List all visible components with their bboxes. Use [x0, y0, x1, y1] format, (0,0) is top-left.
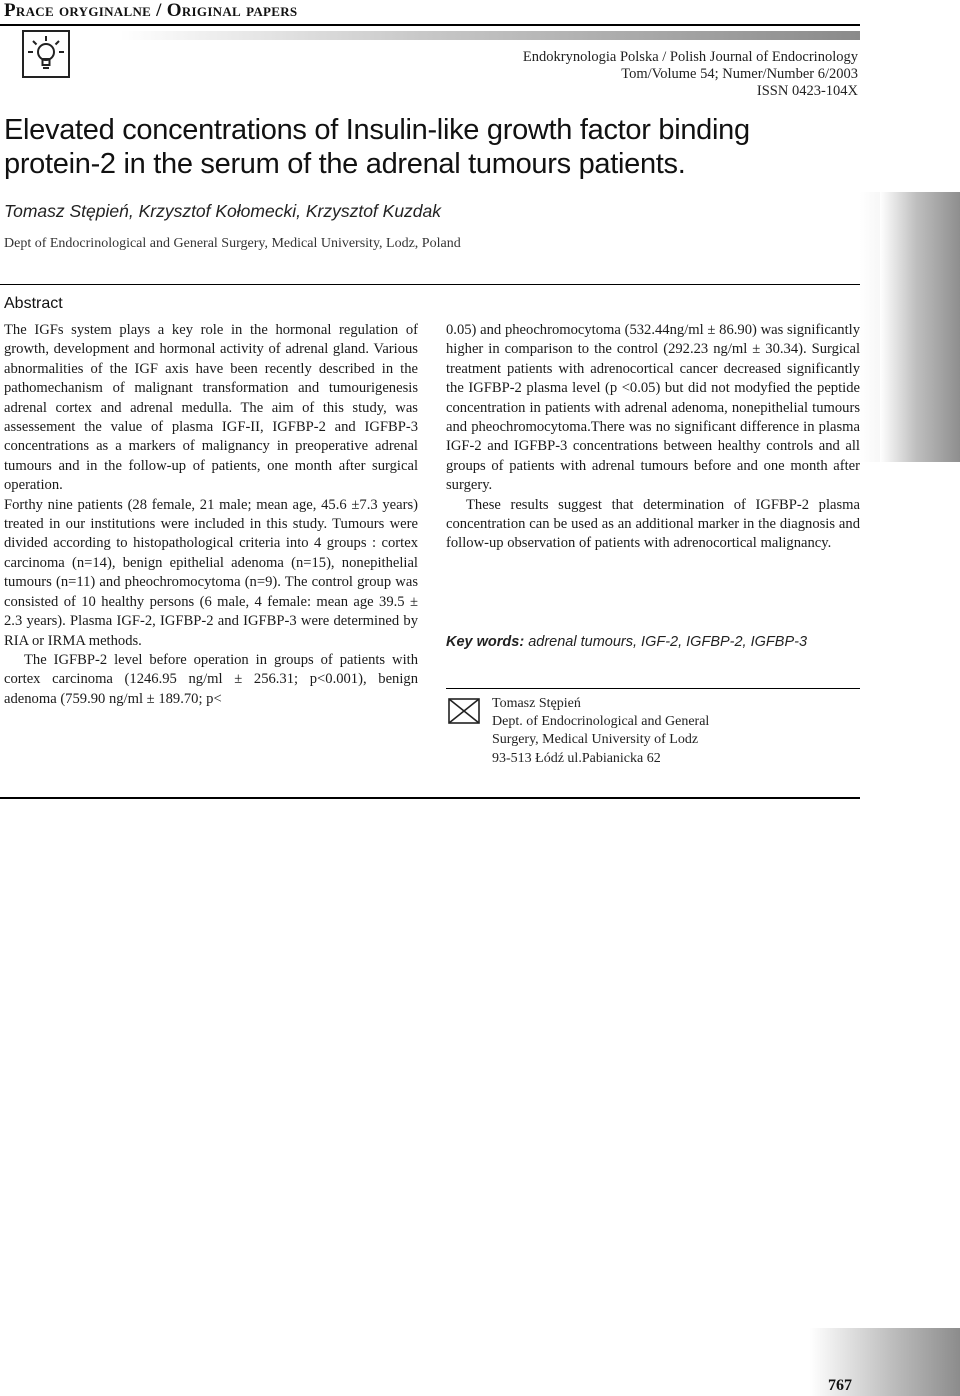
header-rule: [0, 24, 860, 26]
journal-volume-issue: Tom/Volume 54; Numer/Number 6/2003: [621, 66, 858, 82]
keywords-label: Key words:: [446, 634, 525, 650]
correspondence-name: Tomasz Stępień: [492, 696, 581, 711]
journal-issn: ISSN 0423-104X: [756, 83, 858, 99]
page-number: 767: [828, 1377, 852, 1394]
journal-info: [523, 49, 858, 100]
abstract-paragraph: These results suggest that determination of IGFBP-2 plasma concentration can be used as an additional marker in the diagnosis and follow-up observation of patients with adrenocortical malignancy.: [446, 496, 860, 552]
correspondence-rule: [446, 688, 860, 689]
article-title: [4, 113, 844, 181]
section-label: Prace oryginalne / Original papers: [4, 0, 298, 21]
keywords: [446, 634, 807, 650]
abstract-top-rule: [0, 284, 860, 285]
keywords-list: adrenal tumours, IGF-2, IGFBP-2, IGFBP-3: [528, 634, 808, 650]
correspondence-line: Dept. of Endocrinological and General: [492, 714, 710, 730]
correspondence-line: 93-513 Łódź ul.Pabianicka 62: [492, 750, 661, 766]
abstract-left-column: [4, 321, 418, 709]
side-gradient-band: [880, 192, 960, 462]
correspondence-line: Surgery, Medical University of Lodz: [492, 732, 699, 748]
article-affiliation: Dept of Endocrinological and General Surgery, Medical University, Lodz, Poland: [4, 236, 461, 251]
envelope-icon: [448, 698, 480, 729]
abstract-bottom-rule: [0, 797, 860, 799]
abstract-paragraph: Forthy nine patients (28 female, 21 male; mean age, 45.6 ±7.3 years) treated in our institutions were included in this study. Tumours were divided according to histopathological criteria into 4 groups : cortex carcinoma (n=14), benign epithelial adenoma (n=15), nonepithelial tumours (n=11) and pheochromocytoma (n=9). The control group was consisted of 10 healthy persons (6 male, 4 female: mean age 39.5 ± 2.3 years). Plasma IGF-2, IGFBP-2 and IGFBP-3 were determined by RIA or IRMA methods.: [4, 496, 418, 649]
abstract-right-column: [446, 321, 860, 554]
correspondence-address: [492, 695, 709, 768]
abstract-heading: Abstract: [4, 295, 63, 312]
abstract-paragraph: The IGFBP-2 level before operation in groups of patients with cortex carcinoma (1246.95 ng/ml ± 256.31; p<0.001), benign adenoma (759.90 ng/ml ± 189.70; p<: [4, 651, 418, 707]
abstract-paragraph: 0.05) and pheochromocytoma (532.44ng/ml ± 86.90) was significantly higher in comparison to the control (292.23 ng/ml ± 30.34). Surgical treatment patients with adrenocortical cancer decreased significantly the IGFBP-2 plasma level (p <0.05) but did not modyfied the peptide concentration in patients with adrenal adenoma, nonepithelial tumours and pheochromocytoma.There was no significant difference in plasma IGF-2 and IGFBP-3 concentrations between healthy controls and all groups of patients with adrenal tumours before and one month after surgery.: [446, 322, 860, 494]
title-line-2: protein-2 in the serum of the adrenal tumours patients.: [4, 148, 686, 180]
header-gradient-band: [120, 31, 860, 40]
article-authors: Tomasz Stępień, Krzysztof Kołomecki, Krzysztof Kuzdak: [4, 201, 442, 221]
journal-name: Endokrynologia Polska / Polish Journal of Endocrinology: [522, 49, 858, 65]
title-line-1: Elevated concentrations of Insulin-like growth factor binding: [4, 114, 750, 146]
light-bulb-icon: [22, 30, 70, 78]
abstract-paragraph: The IGFs system plays a key role in the hormonal regulation of growth, development and hormonal activity of adrenal gland. Various abnormalities of the IGF axis have been recently described in the pathomechanism of malignant transformation and tumourigenesis adrenal cortex and adrenal medulla. The aim of this study, was assessement the value of plasma IGF-II, IGFBP-2 and IGFBP-3 concentrations as a markers of malignancy in preoperative adrenal tumours and in the follow-up of patients, one month after surgical operation.: [4, 322, 418, 494]
